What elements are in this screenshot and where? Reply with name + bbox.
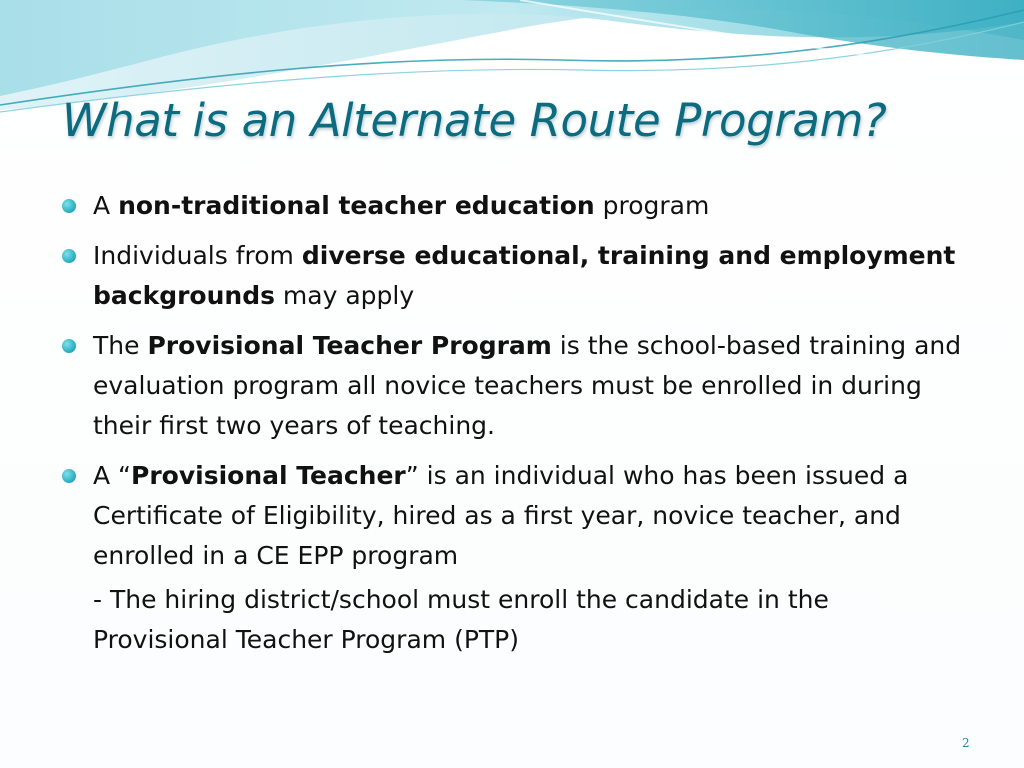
bullet-item <box>60 456 970 660</box>
bullet-text-bold: non-traditional teacher education <box>118 191 595 220</box>
bullet-text-bold: Provisional Teacher <box>131 461 406 490</box>
bullet-text-suffix: may apply <box>274 281 415 310</box>
bullet-text-bold: Provisional Teacher Program <box>147 331 552 360</box>
bullet-list <box>60 186 970 670</box>
bullet-dot-icon <box>62 249 76 263</box>
slide-title: What is an Alternate Route Program? <box>62 94 887 147</box>
bullet-text-prefix: Individuals from <box>93 241 302 270</box>
bullet-text-suffix: ” is an individual who has been issued a Certificate of Eligibility, hired as a first year, novice teacher, and enrolled in a CE EPP program <box>93 461 909 570</box>
bullet-text-suffix: is the school-based training and evaluation program all novice teachers must be enrolled in during their first two years of teaching. <box>93 331 962 440</box>
bullet-item <box>60 236 970 316</box>
bullet-text-prefix: A “ <box>93 461 132 490</box>
bullet-item <box>60 186 970 226</box>
bullet-text-prefix: The <box>93 331 148 360</box>
bullet-text-suffix: program <box>594 191 710 220</box>
bullet-item <box>60 326 970 446</box>
bullet-dot-icon <box>62 339 76 353</box>
page-number: 2 <box>962 736 970 750</box>
bullet-sub-note: - The hiring district/school must enroll the candidate in the Provisional Teacher Program (PTP) <box>93 585 829 654</box>
bullet-dot-icon <box>62 469 76 483</box>
bullet-text-bold: diverse educational, training and employment backgrounds <box>93 241 956 310</box>
bullet-dot-icon <box>62 199 76 213</box>
bullet-text-prefix: A <box>93 191 119 220</box>
